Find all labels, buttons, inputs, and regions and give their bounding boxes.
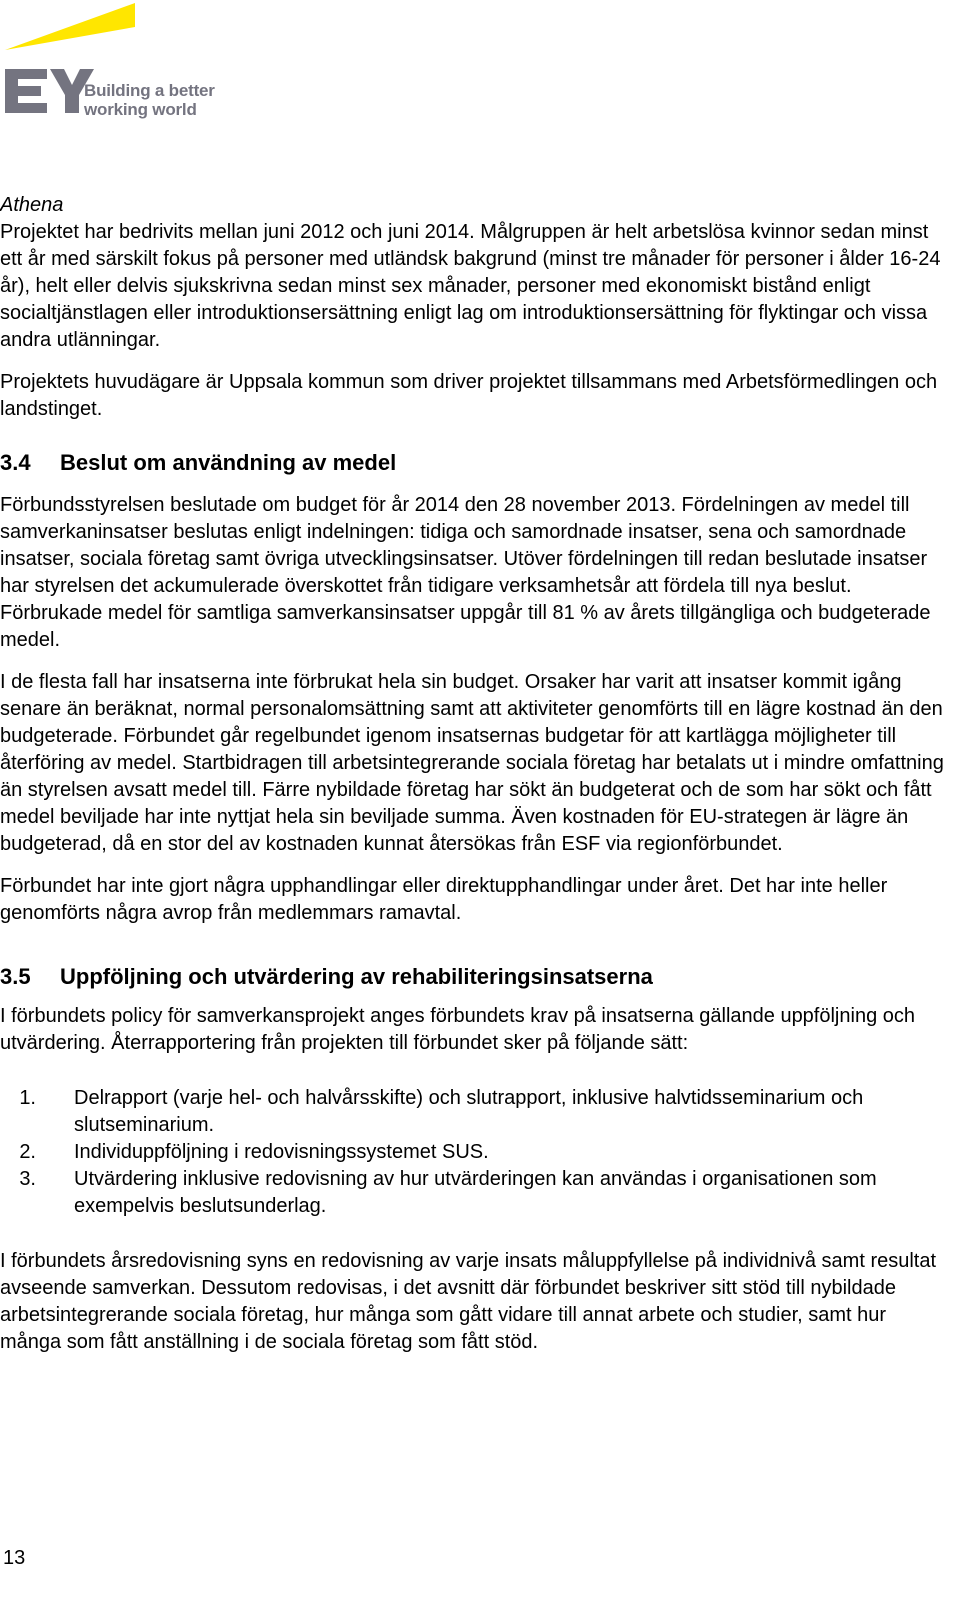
list-item-number: 3.: [19, 1168, 36, 1190]
list-item-text: Delrapport (varje hel- och halvårsskifte) och slutrapport, inklusive halvtidsseminarium och slutseminarium.: [74, 1087, 864, 1136]
list-item: [0, 1139, 945, 1166]
paragraph: I förbundets policy för samverkansprojekt anges förbundets krav på insatserna gällande uppföljning och utvärdering. Återrapportering från projekten till förbundet sker på följande sätt:: [0, 1005, 915, 1054]
section-heading-3-4: [0, 449, 945, 477]
document-body: [0, 192, 945, 1356]
paragraph: Förbundet har inte gjort några upphandlingar eller direktupphandlingar under året. Det har inte heller genomförts några avrop från medlemmars ramavtal.: [0, 875, 888, 924]
list-item-number: 2.: [19, 1141, 36, 1163]
paragraph: Projektets huvudägare är Uppsala kommun som driver projektet tillsammans med Arbetsförmedlingen och landstinget.: [0, 371, 938, 420]
list-item: [0, 1085, 945, 1139]
section-heading-3-5: [0, 963, 945, 991]
list-item-text: Individuppföljning i redovisningssystemet SUS.: [74, 1141, 489, 1163]
list-item-number: 1.: [19, 1087, 36, 1109]
list-item: [0, 1166, 945, 1220]
page-number: 13: [3, 1547, 26, 1569]
numbered-list: [0, 1085, 945, 1220]
paragraph: I förbundets årsredovisning syns en redovisning av varje insats måluppfyllelse på individnivå samt resultat avseende samverkan. Dessutom redovisas, i det avsnitt där förbundet beskriver sitt stöd till nybildade arbetsintegrerande sociala företag, hur många som gått vidare till annat arbete och studier, samt hur många som fått anställning i de sociala företag som fått stöd.: [0, 1250, 937, 1353]
paragraph: Projektet har bedrivits mellan juni 2012 och juni 2014. Målgruppen är helt arbetslösa kvinnor sedan minst ett år med särskilt fokus på personer med utländsk bakgrund (minst tre månader för personer i ålder 16-24 år), helt eller delvis sjukskrivna sedan minst sex månader, personer med ekonomiskt bistånd enligt socialtjänstlagen eller introduktionsersättning enligt lag om introduktionsersättning för flyktingar och vissa andra utlänningar.: [0, 221, 941, 351]
section-heading-text: Beslut om användning av medel: [60, 450, 397, 475]
paragraph: I de flesta fall har insatserna inte förbrukat hela sin budget. Orsaker har varit att insatser kommit igång senare än beräknat, normal personalomsättning samt att aktiviteter genomförts till en lägre kostnad än den budgeterade. Förbundet går regelbundet igenom insatsernas budgetar för att kartlägga möjligheter till återföring av medel. Startbidragen till arbetsintegrerande sociala företag har betalats ut i mindre omfattning än styrelsen avsatt medel till. Färre nybildade företag har sökt än budgeterat och de som har sökt och fått medel beviljade har inte nyttjat hela sin beviljade summa. Även kostnaden för EU-strategen är lägre än budgeterad, då en stor del av kostnaden kunnat återsökas från ESF via regionförbundet.: [0, 671, 944, 855]
list-item-text: Utvärdering inklusive redovisning av hur utvärderingen kan användas i organisationen som exempelvis beslutsunderlag.: [74, 1168, 877, 1217]
paragraph: Förbundsstyrelsen beslutade om budget för år 2014 den 28 november 2013. Fördelningen av medel till samverkaninsatser beslutas enligt indelningen: tidiga och samordnade insatser, sena och samordnade insatser, sociala företag samt övriga utvecklingsinsatser. Utöver fördelningen till redan beslutade insatser har styrelsen det ackumulerade överskottet från tidigare verksamhetsår att fördela till nya beslut. Förbrukade medel för samtliga samverkansinsatser uppgår till 81 % av årets tillgängliga och budgeterade medel.: [0, 494, 931, 651]
section-number: 3.4: [0, 450, 31, 475]
section-number: 3.5: [0, 964, 31, 989]
brand-tagline: Building a better working world: [84, 81, 215, 119]
section-heading-text: Uppföljning och utvärdering av rehabiliteringsinsatserna: [60, 964, 653, 989]
section-title-athena: Athena: [0, 194, 64, 216]
